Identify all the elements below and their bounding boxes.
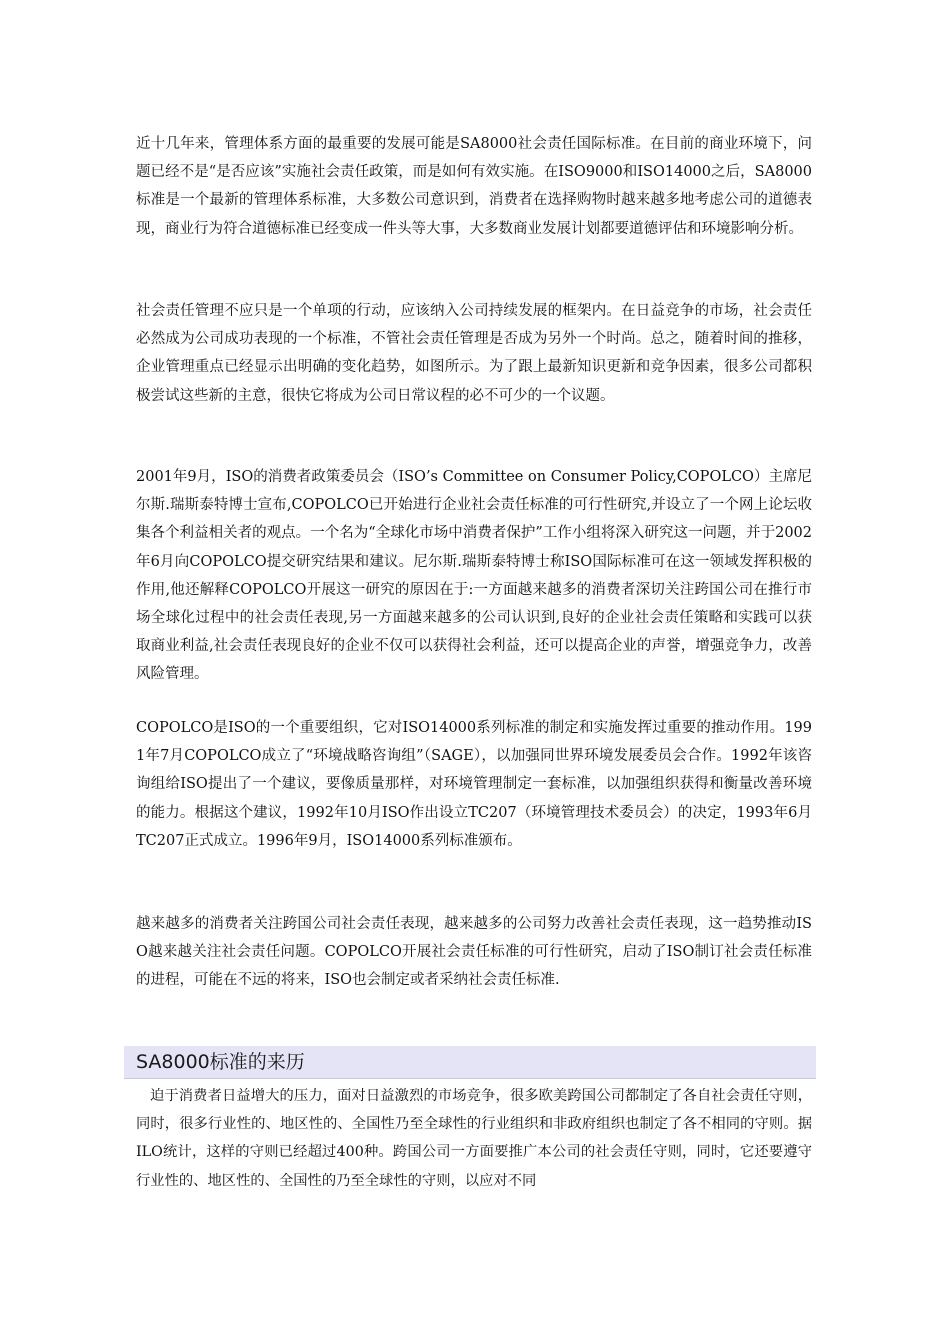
paragraph-copolco-2001: 2001年9月，ISO的消费者政策委员会（ISO’s Committee on Consumer Policy,COPOLCO）主席尼尔斯.瑞斯泰特博士宣布,COPOLCO已开始进行企业社会责任标准的可行性研究,并设立了一个网上论坛收集各个利益相关者的观点。一个名为“全球化市场中消费者保护”工作小组将深入研究这一问题，并于2002年6月向COPOLCO提交研究结果和建议。尼尔斯.瑞斯泰特博士称ISO国际标准可在这一领域发挥积极的作用,他还解释COPOLCO开展这一研究的原因在于:一方面越来越多的消费者深切关注跨国公司在推行市场全球化过程中的社会责任表现,另一方面越来越多的公司认识到,良好的企业社会责任策略和实践可以获取商业利益,社会责任表现良好的企业不仅可以获得社会利益，还可以提高企业的声誉，增强竞争力，改善风险管理。 (136, 469, 812, 683)
paragraph-csr-management: 社会责任管理不应只是一个单项的行动，应该纳入公司持续发展的框架内。在日益竞争的市场，社会责任必然成为公司成功表现的一个标准，不管社会责任管理是否成为另外一个时尚。总之，随着时间的推移，企业管理重点已经显示出明确的变化趋势，如图所示。为了跟上最新知识更新和竞争因素，很多公司都积极尝试这些新的主意，很快它将成为公司日常议程的必不可少的一个议题。 (136, 303, 812, 404)
paragraph-iso-csr-trend: 越来越多的消费者关注跨国公司社会责任表现，越来越多的公司努力改善社会责任表现，这一趋势推动ISO越来越关注社会责任问题。COPOLCO开展社会责任标准的可行性研究，启动了ISO制订社会责任标准的进程，可能在不远的将来，ISO也会制定或者采纳社会责任标准. (136, 916, 812, 989)
paragraph-sa8000-intro: 近十几年来，管理体系方面的最重要的发展可能是SA8000社会责任国际标准。在目前的商业环境下，问题已经不是“是否应该”实施社会责任政策，而是如何有效实施。在ISO9000和ISO14000之后，SA8000标准是一个最新的管理体系标准，大多数公司意识到，消费者在选择购物时越来越多地考虑公司的道德表现，商业行为符合道德标准已经变成一件头等大事，大多数商业发展计划都要道德评估和环境影响分析。 (136, 136, 812, 237)
section-heading: SA8000标准的来历 (124, 1046, 816, 1079)
paragraph-copolco-iso14000: COPOLCO是ISO的一个重要组织，它对ISO14000系列标准的制定和实施发挥过重要的推动作用。1991年7月COPOLCO成立了“环境战略咨询组”（SAGE），以加强同世界环境发展委员会合作。1992年该咨询组给ISO提出了一个建议，要像质量那样，对环境管理制定一套标准，以加强组织获得和衡量改善环境的能力。根据这个建议，1992年10月ISO作出设立TC207（环境管理技术委员会）的决定，1993年6月TC207正式成立。1996年9月，ISO14000系列标准颁布。 (136, 720, 812, 849)
paragraph-sa8000-origin: 迫于消费者日益增大的压力，面对日益激烈的市场竞争，很多欧美跨国公司都制定了各自社会责任守则，同时，很多行业性的、地区性的、全国性乃至全球性的行业组织和非政府组织也制定了各不相同的守则。据ILO统计，这样的守则已经超过400种。跨国公司一方面要推广本公司的社会责任守则，同时，它还要遵守行业性的、地区性的、全国性的乃至全球性的守则，以应对不同 (136, 1088, 812, 1189)
